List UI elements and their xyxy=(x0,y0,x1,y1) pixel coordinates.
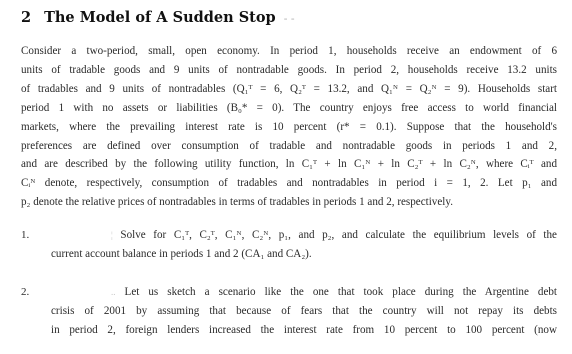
paragraph-line: p₂ denote the relative prices of nontradables in terms of tradables in periods 1 and 2, respectively. xyxy=(21,196,453,209)
section-title: The Model of A Sudden Stop xyxy=(44,9,276,26)
item-line: ¦ Solve for C₁ᵀ, C₂ᵀ, C₁ᴺ, C₂ᴺ, p₁, and p₂, and calculate the equilibrium levels of the xyxy=(111,229,557,241)
paragraph-line: of tradables and 9 units of nontradables (Q₁ᵀ = 6, Q₂ᵀ = 13.2, and Q₁ᴺ = Q₂ᴺ = 9). Households start xyxy=(21,82,557,95)
item-line: in period 2, foreign lenders increased the interest rate from 10 percent to 100 percent (now xyxy=(51,323,557,336)
item-line: current account balance in periods 1 and 2 (CA₁ and CA₂). xyxy=(51,247,312,260)
item-lead-mark: .. xyxy=(111,287,116,297)
paragraph-line: preferences are defined over consumption of tradable and nontradable goods in periods 1 and 2, xyxy=(21,139,557,152)
item-body xyxy=(51,226,557,264)
section-heading xyxy=(21,9,295,26)
item-line: crisis of 2001 by assuming that because of fears that the country will not repay its debts xyxy=(51,304,557,317)
item-line: .. Let us sketch a scenario like the one that took place during the Argentine debt xyxy=(111,286,558,298)
paragraph-line: period 1 with no assets or liabilities (B₀* = 0). The country enjoys free access to world financial xyxy=(21,101,557,114)
paragraph-line: Cᵢᴺ denote, respectively, consumption of tradables and nontradables in period i = 1, 2. Let p₁ and xyxy=(21,177,557,190)
paragraph-line: units of tradable goods and 9 units of nontradable goods. In period 2, households receive 13.2 units xyxy=(21,63,557,76)
heading-trailing-mark: - - xyxy=(283,12,295,25)
paragraph-line: markets, where the prevailing interest rate is 10 percent (r* = 0.1). Suppose that the household's xyxy=(21,120,557,133)
section-number: 2 xyxy=(21,9,32,26)
item-marker: 2. xyxy=(21,286,30,298)
item-body xyxy=(51,283,557,340)
item-marker: 1. xyxy=(21,229,30,241)
paragraph-line: Consider a two-period, small, open economy. In period 1, households receive an endowment of 6 xyxy=(21,45,557,57)
item-lead-mark: ¦ xyxy=(111,230,113,240)
paragraph-line: and are described by the following utility function, ln C₁ᵀ + ln C₁ᴺ + ln C₂ᵀ + ln C₂ᴺ, where Cᵢᵀ and xyxy=(21,158,557,171)
intro-paragraph xyxy=(21,42,557,212)
